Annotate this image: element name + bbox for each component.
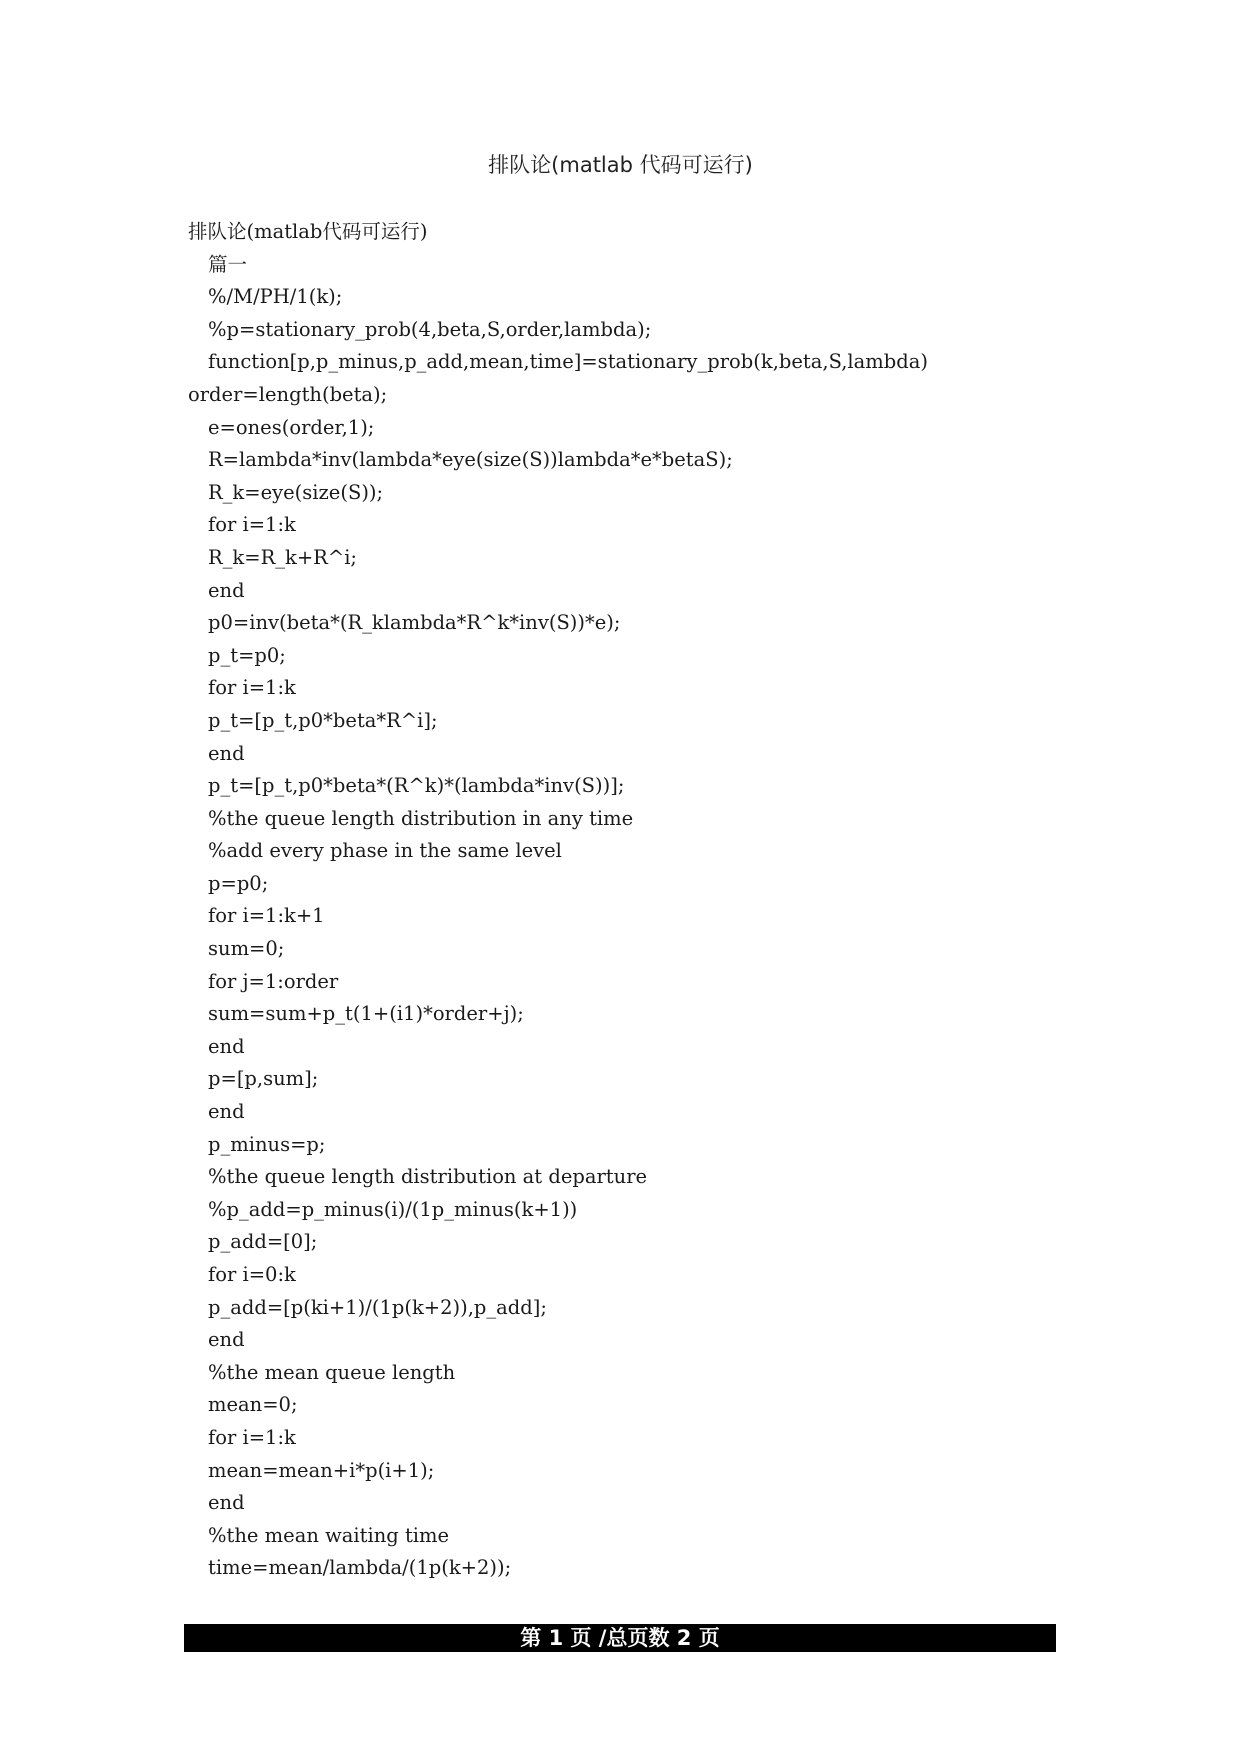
text-line: e=ones(order,1);	[208, 415, 375, 439]
text-line: p_add=[p(ki+1)/(1p(k+2)),p_add];	[208, 1295, 547, 1319]
text-line: %p_add=p_minus(i)/(1p_minus(k+1))	[208, 1197, 578, 1221]
text-line: mean=0;	[208, 1393, 298, 1417]
text-line: %add every phase in the same level	[208, 839, 562, 863]
text-line: end	[208, 1034, 245, 1058]
text-line: for i=1:k+1	[208, 904, 325, 928]
text-line: %the queue length distribution in any time	[208, 806, 634, 830]
text-line: p_add=[0];	[208, 1230, 318, 1254]
text-line: 篇一	[208, 252, 248, 276]
text-line: time=mean/lambda/(1p(k+2));	[208, 1556, 512, 1580]
text-line: %the mean queue length	[208, 1360, 456, 1384]
text-line: R=lambda*inv(lambda*eye(size(S))lambda*e*betaS);	[208, 448, 733, 472]
text-line: %the queue length distribution at departure	[208, 1165, 648, 1189]
text-line: p=[p,sum];	[208, 1067, 319, 1091]
text-line: end	[208, 1328, 245, 1352]
text-line: p_t=[p_t,p0*beta*(R^k)*(lambda*inv(S))];	[208, 774, 625, 798]
text-line: sum=0;	[208, 937, 285, 961]
text-line: R_k=R_k+R^i;	[208, 545, 358, 569]
text-line: function[p,p_minus,p_add,mean,time]=stationary_prob(k,beta,S,lambda)	[208, 350, 928, 374]
text-line: p=p0;	[208, 871, 269, 895]
text-line: 排队论(matlab代码可运行)	[188, 220, 428, 243]
text-line: p0=inv(beta*(R_klambda*R^k*inv(S))*e);	[208, 611, 621, 635]
text-line: order=length(beta);	[188, 382, 388, 406]
text-line: for i=1:k	[208, 676, 296, 700]
text-line: for i=1:k	[208, 513, 296, 537]
text-line: p_t=[p_t,p0*beta*R^i];	[208, 708, 438, 732]
text-line: end	[208, 1100, 245, 1124]
text-line: for i=0:k	[208, 1263, 296, 1286]
text-line: mean=mean+i*p(i+1);	[208, 1458, 435, 1482]
text-line: p_t=p0;	[208, 643, 286, 667]
page-title: 排队论(matlab 代码可运行)	[488, 153, 753, 177]
text-line: for j=1:order	[208, 969, 339, 993]
text-line: %p=stationary_prob(4,beta,S,order,lambda);	[208, 317, 652, 341]
text-line: %/M/PH/1(k);	[208, 285, 343, 309]
text-line: sum=sum+p_t(1+(i1)*order+j);	[208, 1002, 524, 1026]
text-line: end	[208, 578, 245, 602]
text-line: for i=1:k	[208, 1425, 296, 1449]
document-body	[188, 216, 1068, 1585]
text-line: end	[208, 741, 245, 765]
text-line: p_minus=p;	[208, 1132, 326, 1156]
page-footer	[184, 1624, 1056, 1652]
text-line: %the mean waiting time	[208, 1523, 450, 1547]
text-line: end	[208, 1491, 245, 1515]
text-line: R_k=eye(size(S));	[208, 480, 384, 504]
page-number-label: 第 1 页 /总页数 2 页	[520, 1626, 720, 1650]
